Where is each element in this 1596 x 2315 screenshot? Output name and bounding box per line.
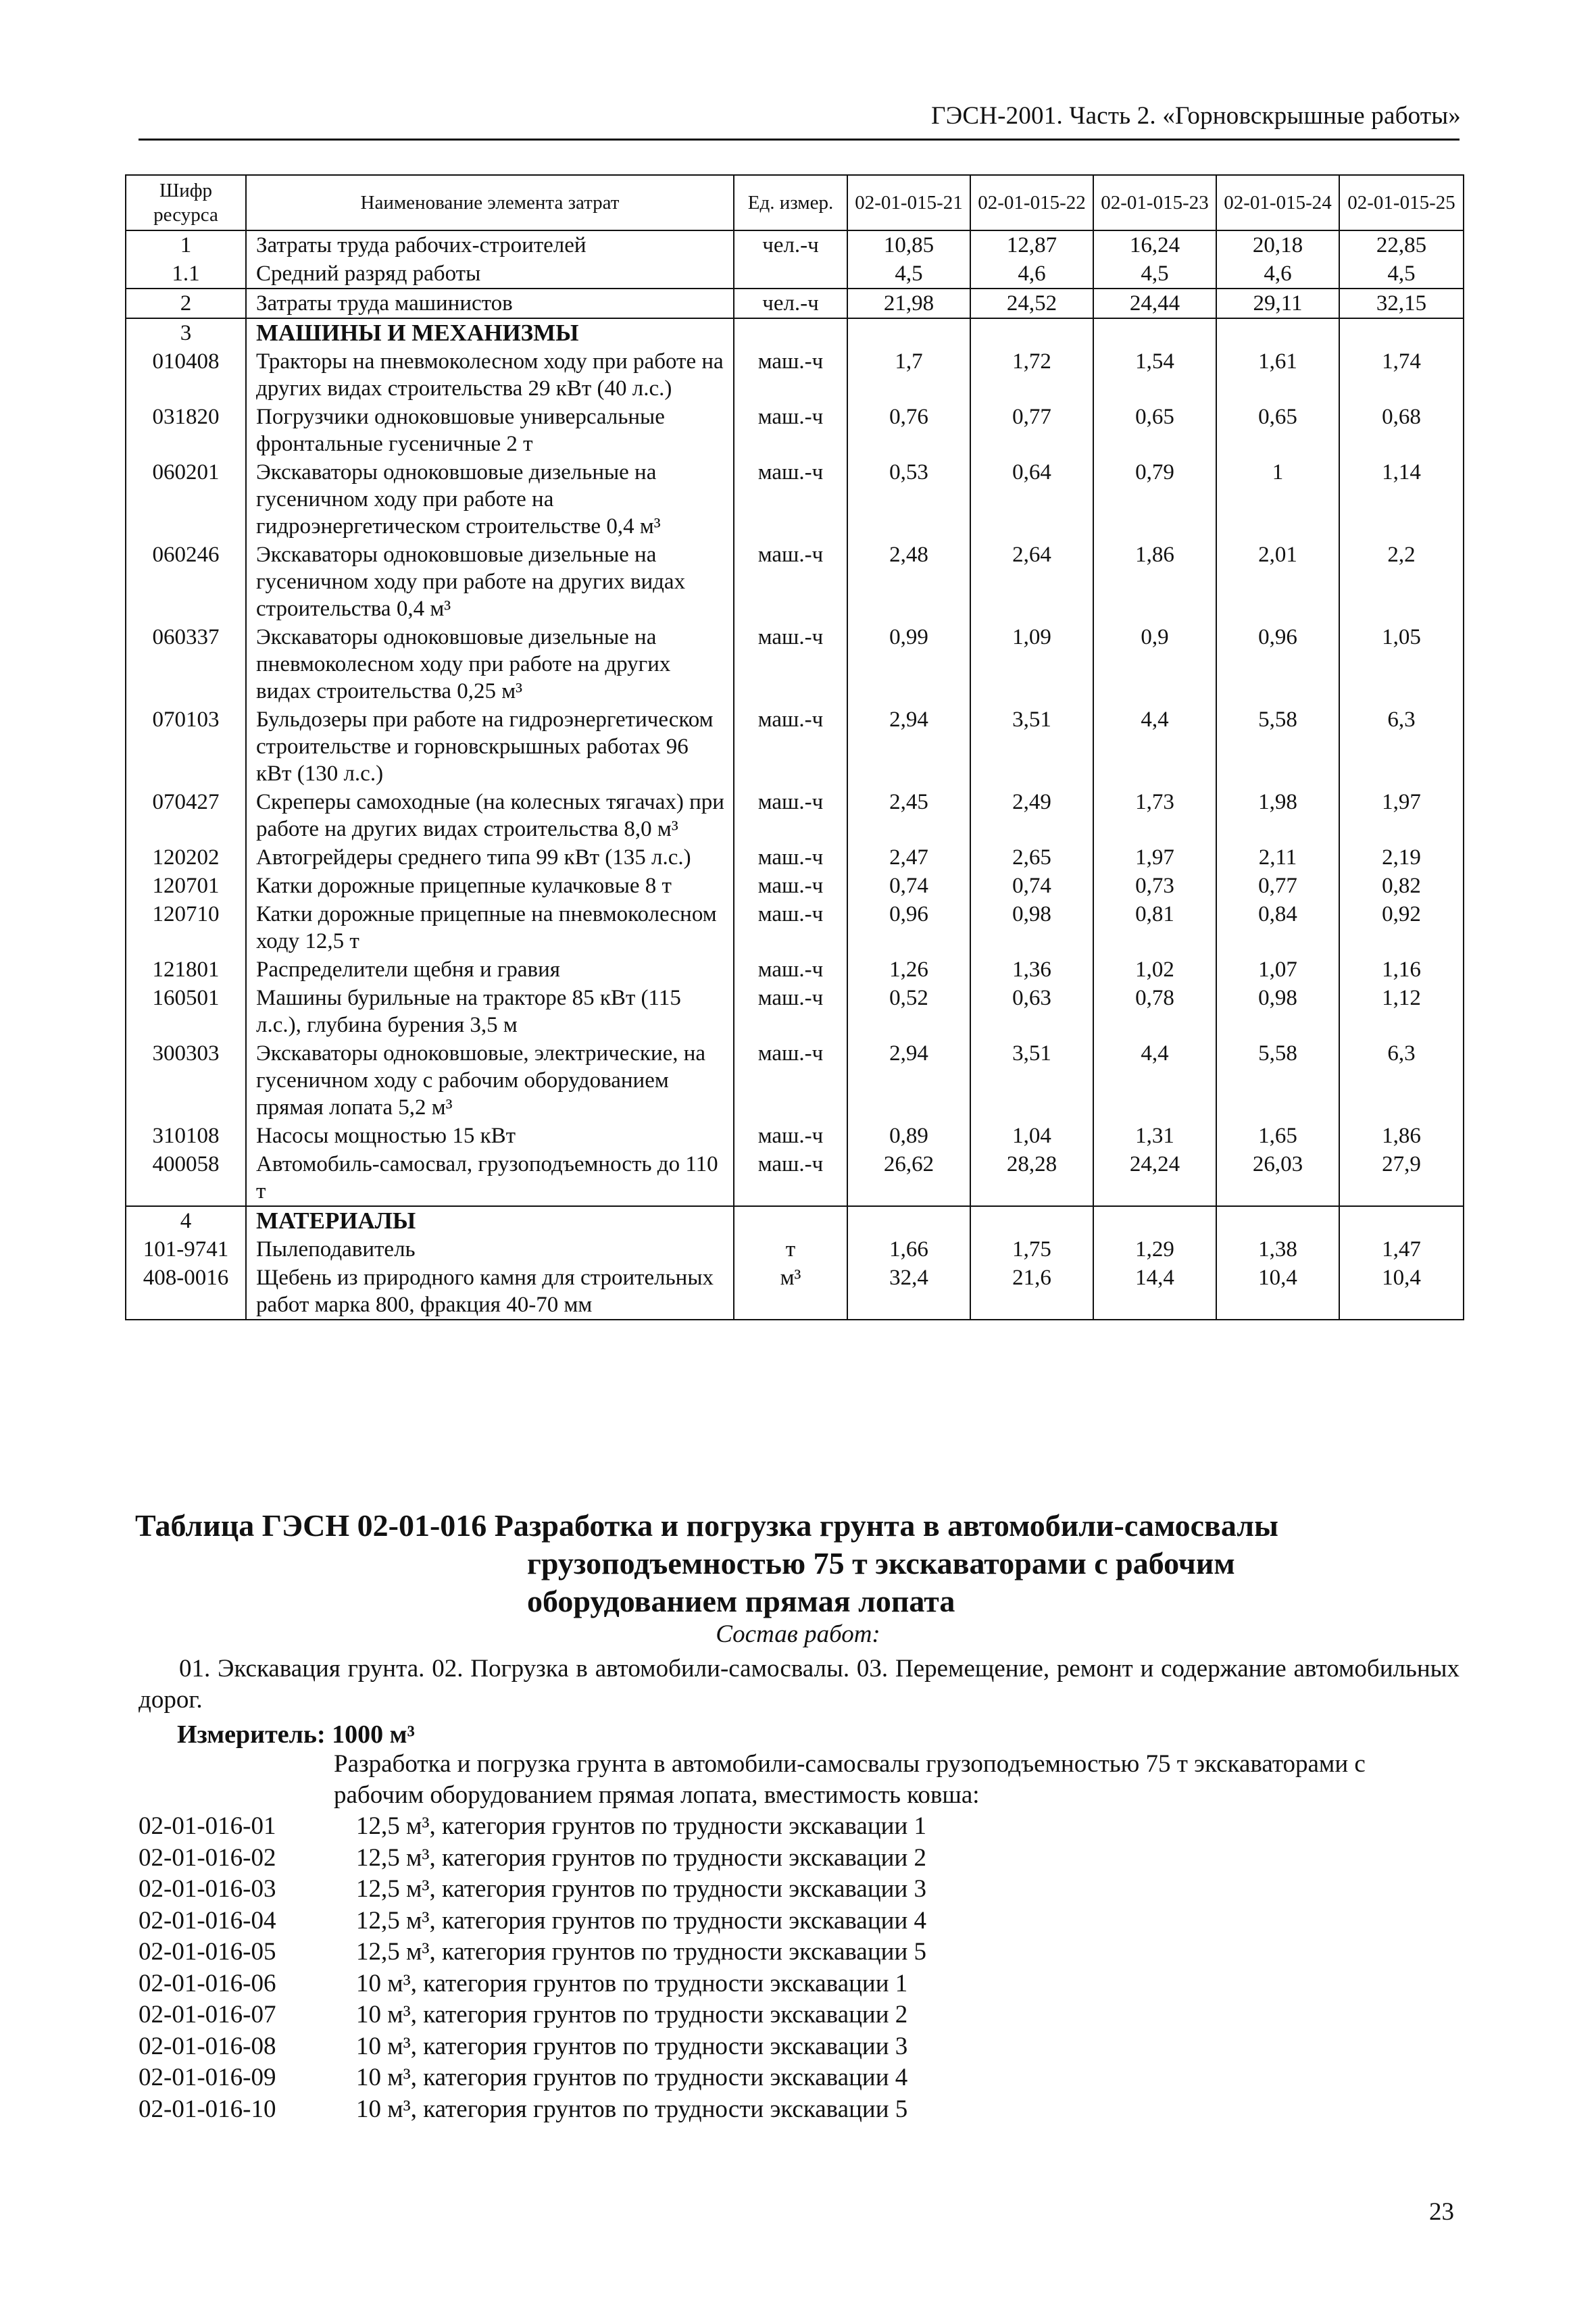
resource-code-cell: 121801 bbox=[126, 955, 246, 984]
list-item bbox=[139, 2062, 926, 2094]
norm-description: 12,5 м³, категория грунтов по трудности экскавации 2 bbox=[356, 1843, 926, 1872]
unit-cell: маш.-ч bbox=[734, 347, 847, 403]
value-cell: 1,29 bbox=[1093, 1235, 1216, 1264]
section-title-line: Таблица ГЭСН 02-01-016 Разработка и погрузка грунта в автомобили-самосвалы bbox=[135, 1508, 1278, 1543]
table-row bbox=[126, 788, 1464, 843]
resource-name-cell: Катки дорожные прицепные кулачковые 8 т bbox=[246, 872, 734, 900]
resource-name-cell: Экскаваторы одноковшовые дизельные на гусеничном ходу при работе на гидроэнергетическом строительстве 0,4 м³ bbox=[246, 458, 734, 541]
value-cell: 24,24 bbox=[1093, 1150, 1216, 1206]
resource-code-cell: 1.1 bbox=[126, 259, 246, 289]
value-cell: 2,49 bbox=[970, 788, 1093, 843]
unit-cell: маш.-ч bbox=[734, 1039, 847, 1122]
list-item bbox=[139, 2094, 926, 2126]
resource-name-cell: Автомобиль-самосвал, грузоподъемность до 110 т bbox=[246, 1150, 734, 1206]
section-title-line: оборудованием прямая лопата bbox=[527, 1584, 955, 1618]
norm-description: 12,5 м³, категория грунтов по трудности экскавации 1 bbox=[356, 1812, 926, 1840]
value-cell: 10,4 bbox=[1339, 1264, 1464, 1320]
norm-description: 10 м³, категория грунтов по трудности экскавации 1 bbox=[356, 1969, 908, 1997]
column-header: 02-01-015-25 bbox=[1339, 175, 1464, 230]
value-cell: 0,79 bbox=[1093, 458, 1216, 541]
resource-code-cell: 120701 bbox=[126, 872, 246, 900]
norm-code: 02-01-016-09 bbox=[139, 2064, 276, 2091]
value-cell: 1,47 bbox=[1339, 1235, 1464, 1264]
table-row bbox=[126, 1039, 1464, 1122]
norm-description: 10 м³, категория грунтов по трудности экскавации 2 bbox=[356, 2001, 908, 2028]
value-cell: 16,24 bbox=[1093, 230, 1216, 259]
value-cell: 0,92 bbox=[1339, 900, 1464, 955]
value-cell: 2,47 bbox=[847, 843, 970, 872]
resource-name-cell: Скреперы самоходные (на колесных тягачах) при работе на других видах строительства 8,0 м³ bbox=[246, 788, 734, 843]
value-cell: 1,26 bbox=[847, 955, 970, 984]
table-row bbox=[126, 289, 1464, 318]
unit-cell: маш.-ч bbox=[734, 403, 847, 458]
norm-description: 12,5 м³, категория грунтов по трудности экскавации 3 bbox=[356, 1875, 926, 1903]
value-cell: 21,6 bbox=[970, 1264, 1093, 1320]
value-cell bbox=[847, 1206, 970, 1235]
table-row bbox=[126, 623, 1464, 705]
resource-code-cell: 120710 bbox=[126, 900, 246, 955]
table-row bbox=[126, 1122, 1464, 1150]
value-cell: 2,45 bbox=[847, 788, 970, 843]
value-cell: 0,64 bbox=[970, 458, 1093, 541]
value-cell: 0,96 bbox=[847, 900, 970, 955]
page-number: 23 bbox=[1429, 2198, 1454, 2226]
resource-code-cell: 4 bbox=[126, 1206, 246, 1235]
resource-code-cell: 408-0016 bbox=[126, 1264, 246, 1320]
resource-code-cell: 3 bbox=[126, 318, 246, 347]
resource-code-cell: 2 bbox=[126, 289, 246, 318]
table-row bbox=[126, 955, 1464, 984]
section-title-line: грузоподъемностью 75 т экскаваторами с рабочим bbox=[527, 1546, 1235, 1580]
value-cell: 0,76 bbox=[847, 403, 970, 458]
resource-name-cell: Бульдозеры при работе на гидроэнергетическом строительстве и горновскрышных работах 96 кВт (130 л.с.) bbox=[246, 705, 734, 788]
value-cell: 0,96 bbox=[1216, 623, 1339, 705]
unit-cell: чел.-ч bbox=[734, 230, 847, 259]
table-row bbox=[126, 318, 1464, 347]
table-row bbox=[126, 1264, 1464, 1320]
value-cell: 1,65 bbox=[1216, 1122, 1339, 1150]
unit-cell: маш.-ч bbox=[734, 984, 847, 1039]
value-cell: 2,94 bbox=[847, 1039, 970, 1122]
norm-description: 12,5 м³, категория грунтов по трудности экскавации 4 bbox=[356, 1906, 926, 1935]
resource-name-cell: Затраты труда машинистов bbox=[246, 289, 734, 318]
table-row bbox=[126, 1235, 1464, 1264]
value-cell: 0,53 bbox=[847, 458, 970, 541]
value-cell: 1,31 bbox=[1093, 1122, 1216, 1150]
value-cell: 0,63 bbox=[970, 984, 1093, 1039]
column-header: Шифр ресурса bbox=[126, 175, 246, 230]
table-row bbox=[126, 541, 1464, 623]
value-cell: 0,84 bbox=[1216, 900, 1339, 955]
value-cell: 1,72 bbox=[970, 347, 1093, 403]
resource-code-cell: 031820 bbox=[126, 403, 246, 458]
table-row bbox=[126, 705, 1464, 788]
norm-code: 02-01-016-08 bbox=[139, 2032, 276, 2060]
norm-code-list bbox=[139, 1811, 926, 2125]
norm-code: 02-01-016-02 bbox=[139, 1843, 276, 1872]
resource-code-cell: 060246 bbox=[126, 541, 246, 623]
resource-name-cell: Средний разряд работы bbox=[246, 259, 734, 289]
value-cell: 1,36 bbox=[970, 955, 1093, 984]
value-cell: 0,99 bbox=[847, 623, 970, 705]
value-cell: 27,9 bbox=[1339, 1150, 1464, 1206]
resource-code-cell: 101-9741 bbox=[126, 1235, 246, 1264]
norm-code: 02-01-016-04 bbox=[139, 1906, 276, 1935]
unit-cell: маш.-ч bbox=[734, 458, 847, 541]
unit-cell: маш.-ч bbox=[734, 1122, 847, 1150]
value-cell: 4,4 bbox=[1093, 705, 1216, 788]
composition-text: 01. Экскавация грунта. 02. Погрузка в автомобили-самосвалы. 03. Перемещение, ремонт и содержание автомобильных дорог. bbox=[139, 1655, 1460, 1714]
resource-code-cell: 010408 bbox=[126, 347, 246, 403]
resource-code-cell: 1 bbox=[126, 230, 246, 259]
table-row bbox=[126, 900, 1464, 955]
column-header: Наименование элемента затрат bbox=[246, 175, 734, 230]
unit-cell: маш.-ч bbox=[734, 843, 847, 872]
value-cell: 26,62 bbox=[847, 1150, 970, 1206]
value-cell: 4,5 bbox=[847, 259, 970, 289]
value-cell: 14,4 bbox=[1093, 1264, 1216, 1320]
value-cell: 0,98 bbox=[970, 900, 1093, 955]
list-item bbox=[139, 1811, 926, 1843]
value-cell: 1 bbox=[1216, 458, 1339, 541]
list-item bbox=[139, 1937, 926, 1968]
unit-cell bbox=[734, 318, 847, 347]
unit-cell: маш.-ч bbox=[734, 541, 847, 623]
value-cell: 1,73 bbox=[1093, 788, 1216, 843]
value-cell: 2,94 bbox=[847, 705, 970, 788]
value-cell: 26,03 bbox=[1216, 1150, 1339, 1206]
value-cell: 22,85 bbox=[1339, 230, 1464, 259]
norm-code: 02-01-016-10 bbox=[139, 2095, 276, 2123]
norm-description: 10 м³, категория грунтов по трудности экскавации 4 bbox=[356, 2064, 908, 2091]
norm-code: 02-01-016-03 bbox=[139, 1875, 276, 1903]
value-cell bbox=[1339, 1206, 1464, 1235]
value-cell: 6,3 bbox=[1339, 1039, 1464, 1122]
composition-heading: Состав работ: bbox=[716, 1620, 880, 1648]
work-description: Разработка и погрузка грунта в автомобили-самосвалы грузоподъемностью 75 т экскаваторами с рабочим оборудованием прямая лопата, вместимость ковша: bbox=[334, 1750, 1366, 1809]
unit-cell: маш.-ч bbox=[734, 872, 847, 900]
table-row bbox=[126, 1206, 1464, 1235]
value-cell: 4,5 bbox=[1339, 259, 1464, 289]
resource-code-cell: 160501 bbox=[126, 984, 246, 1039]
resource-code-cell: 060201 bbox=[126, 458, 246, 541]
resource-norms-table bbox=[125, 174, 1464, 1320]
resource-name-cell: Машины бурильные на тракторе 85 кВт (115 л.с.), глубина бурения 3,5 м bbox=[246, 984, 734, 1039]
running-header: ГЭСН-2001. Часть 2. «Горновскрышные работы» bbox=[931, 102, 1461, 130]
value-cell: 6,3 bbox=[1339, 705, 1464, 788]
norm-code: 02-01-016-07 bbox=[139, 2001, 276, 2028]
value-cell: 1,97 bbox=[1093, 843, 1216, 872]
value-cell bbox=[1216, 1206, 1339, 1235]
list-item bbox=[139, 1968, 926, 2000]
value-cell: 5,58 bbox=[1216, 1039, 1339, 1122]
value-cell: 32,4 bbox=[847, 1264, 970, 1320]
unit-cell: м³ bbox=[734, 1264, 847, 1320]
resource-name-cell: МАШИНЫ И МЕХАНИЗМЫ bbox=[246, 318, 734, 347]
value-cell: 4,4 bbox=[1093, 1039, 1216, 1122]
unit-cell bbox=[734, 1206, 847, 1235]
value-cell: 0,98 bbox=[1216, 984, 1339, 1039]
resource-name-cell: Экскаваторы одноковшовые, электрические, на гусеничном ходу с рабочим оборудованием прямая лопата 5,2 м³ bbox=[246, 1039, 734, 1122]
norm-code: 02-01-016-01 bbox=[139, 1812, 276, 1840]
value-cell: 3,51 bbox=[970, 705, 1093, 788]
norm-description: 12,5 м³, категория грунтов по трудности экскавации 5 bbox=[356, 1938, 926, 1966]
column-header: Ед. измер. bbox=[734, 175, 847, 230]
value-cell bbox=[1216, 318, 1339, 347]
column-header: 02-01-015-23 bbox=[1093, 175, 1216, 230]
value-cell: 0,65 bbox=[1093, 403, 1216, 458]
value-cell: 10,4 bbox=[1216, 1264, 1339, 1320]
list-item bbox=[139, 1874, 926, 1906]
resource-code-cell: 060337 bbox=[126, 623, 246, 705]
table-row bbox=[126, 843, 1464, 872]
list-item bbox=[139, 2031, 926, 2063]
resource-code-cell: 070427 bbox=[126, 788, 246, 843]
value-cell: 1,98 bbox=[1216, 788, 1339, 843]
unit-cell: маш.-ч bbox=[734, 705, 847, 788]
value-cell: 2,19 bbox=[1339, 843, 1464, 872]
unit-cell: т bbox=[734, 1235, 847, 1264]
value-cell: 1,09 bbox=[970, 623, 1093, 705]
value-cell: 10,85 bbox=[847, 230, 970, 259]
resource-code-cell: 120202 bbox=[126, 843, 246, 872]
norm-description: 10 м³, категория грунтов по трудности экскавации 3 bbox=[356, 2032, 908, 2060]
value-cell bbox=[1339, 318, 1464, 347]
value-cell bbox=[1093, 1206, 1216, 1235]
value-cell bbox=[847, 318, 970, 347]
value-cell: 2,64 bbox=[970, 541, 1093, 623]
column-header: 02-01-015-24 bbox=[1216, 175, 1339, 230]
resource-name-cell: МАТЕРИАЛЫ bbox=[246, 1206, 734, 1235]
resource-name-cell: Насосы мощностью 15 кВт bbox=[246, 1122, 734, 1150]
unit-cell: маш.-ч bbox=[734, 788, 847, 843]
unit-cell: маш.-ч bbox=[734, 623, 847, 705]
value-cell: 0,68 bbox=[1339, 403, 1464, 458]
value-cell: 4,6 bbox=[970, 259, 1093, 289]
resource-name-cell: Щебень из природного камня для строительных работ марка 800, фракция 40-70 мм bbox=[246, 1264, 734, 1320]
value-cell: 2,01 bbox=[1216, 541, 1339, 623]
table-row bbox=[126, 458, 1464, 541]
unit-cell: маш.-ч bbox=[734, 900, 847, 955]
value-cell: 1,86 bbox=[1339, 1122, 1464, 1150]
list-item bbox=[139, 1843, 926, 1874]
resource-code-cell: 070103 bbox=[126, 705, 246, 788]
value-cell: 0,65 bbox=[1216, 403, 1339, 458]
value-cell: 24,44 bbox=[1093, 289, 1216, 318]
value-cell: 21,98 bbox=[847, 289, 970, 318]
value-cell: 0,78 bbox=[1093, 984, 1216, 1039]
resource-code-cell: 300303 bbox=[126, 1039, 246, 1122]
resource-name-cell: Катки дорожные прицепные на пневмоколесном ходу 12,5 т bbox=[246, 900, 734, 955]
table-row bbox=[126, 259, 1464, 289]
resource-name-cell: Распределители щебня и гравия bbox=[246, 955, 734, 984]
value-cell: 29,11 bbox=[1216, 289, 1339, 318]
value-cell bbox=[1093, 318, 1216, 347]
resource-name-cell: Экскаваторы одноковшовые дизельные на гусеничном ходу при работе на других видах строительства 0,4 м³ bbox=[246, 541, 734, 623]
resource-name-cell: Затраты труда рабочих-строителей bbox=[246, 230, 734, 259]
value-cell: 1,75 bbox=[970, 1235, 1093, 1264]
value-cell: 28,28 bbox=[970, 1150, 1093, 1206]
value-cell: 1,7 bbox=[847, 347, 970, 403]
value-cell: 0,73 bbox=[1093, 872, 1216, 900]
value-cell: 3,51 bbox=[970, 1039, 1093, 1122]
value-cell: 0,9 bbox=[1093, 623, 1216, 705]
value-cell: 2,65 bbox=[970, 843, 1093, 872]
value-cell: 1,54 bbox=[1093, 347, 1216, 403]
value-cell: 1,38 bbox=[1216, 1235, 1339, 1264]
table-row bbox=[126, 872, 1464, 900]
table-header-row bbox=[126, 175, 1464, 230]
value-cell: 1,12 bbox=[1339, 984, 1464, 1039]
value-cell: 20,18 bbox=[1216, 230, 1339, 259]
resource-name-cell: Автогрейдеры среднего типа 99 кВт (135 л.с.) bbox=[246, 843, 734, 872]
norm-code: 02-01-016-06 bbox=[139, 1969, 276, 1997]
value-cell: 24,52 bbox=[970, 289, 1093, 318]
table-row bbox=[126, 1150, 1464, 1206]
value-cell: 0,77 bbox=[970, 403, 1093, 458]
value-cell: 32,15 bbox=[1339, 289, 1464, 318]
resource-name-cell: Экскаваторы одноковшовые дизельные на пневмоколесном ходу при работе на других видах строительства 0,25 м³ bbox=[246, 623, 734, 705]
measurer: Измеритель: 1000 м³ bbox=[177, 1720, 415, 1749]
table-row bbox=[126, 984, 1464, 1039]
value-cell: 1,86 bbox=[1093, 541, 1216, 623]
value-cell: 0,77 bbox=[1216, 872, 1339, 900]
value-cell: 1,04 bbox=[970, 1122, 1093, 1150]
resource-name-cell: Погрузчики одноковшовые универсальные фронтальные гусеничные 2 т bbox=[246, 403, 734, 458]
value-cell: 0,82 bbox=[1339, 872, 1464, 900]
value-cell: 4,6 bbox=[1216, 259, 1339, 289]
value-cell: 0,74 bbox=[970, 872, 1093, 900]
value-cell: 1,02 bbox=[1093, 955, 1216, 984]
value-cell: 1,14 bbox=[1339, 458, 1464, 541]
value-cell: 1,66 bbox=[847, 1235, 970, 1264]
unit-cell: маш.-ч bbox=[734, 1150, 847, 1206]
value-cell: 12,87 bbox=[970, 230, 1093, 259]
value-cell: 1,05 bbox=[1339, 623, 1464, 705]
list-item bbox=[139, 1999, 926, 2031]
list-item bbox=[139, 1906, 926, 1937]
unit-cell: чел.-ч bbox=[734, 289, 847, 318]
value-cell: 4,5 bbox=[1093, 259, 1216, 289]
value-cell: 0,52 bbox=[847, 984, 970, 1039]
value-cell: 1,16 bbox=[1339, 955, 1464, 984]
value-cell: 1,97 bbox=[1339, 788, 1464, 843]
unit-cell: маш.-ч bbox=[734, 955, 847, 984]
table-row bbox=[126, 403, 1464, 458]
value-cell: 5,58 bbox=[1216, 705, 1339, 788]
value-cell: 0,81 bbox=[1093, 900, 1216, 955]
value-cell: 1,61 bbox=[1216, 347, 1339, 403]
header-rule bbox=[139, 139, 1460, 141]
value-cell: 1,74 bbox=[1339, 347, 1464, 403]
column-header: 02-01-015-22 bbox=[970, 175, 1093, 230]
column-header: 02-01-015-21 bbox=[847, 175, 970, 230]
resource-name-cell: Пылеподавитель bbox=[246, 1235, 734, 1264]
value-cell: 0,74 bbox=[847, 872, 970, 900]
value-cell bbox=[970, 318, 1093, 347]
value-cell bbox=[970, 1206, 1093, 1235]
unit-cell bbox=[734, 259, 847, 289]
value-cell: 0,89 bbox=[847, 1122, 970, 1150]
table-row bbox=[126, 230, 1464, 259]
table-row bbox=[126, 347, 1464, 403]
resource-code-cell: 310108 bbox=[126, 1122, 246, 1150]
value-cell: 1,07 bbox=[1216, 955, 1339, 984]
norm-description: 10 м³, категория грунтов по трудности экскавации 5 bbox=[356, 2095, 908, 2123]
resource-name-cell: Тракторы на пневмоколесном ходу при работе на других видах строительства 29 кВт (40 л.с.) bbox=[246, 347, 734, 403]
resource-code-cell: 400058 bbox=[126, 1150, 246, 1206]
section-title bbox=[135, 1507, 1460, 1620]
norm-code: 02-01-016-05 bbox=[139, 1938, 276, 1966]
value-cell: 2,48 bbox=[847, 541, 970, 623]
value-cell: 2,11 bbox=[1216, 843, 1339, 872]
value-cell: 2,2 bbox=[1339, 541, 1464, 623]
